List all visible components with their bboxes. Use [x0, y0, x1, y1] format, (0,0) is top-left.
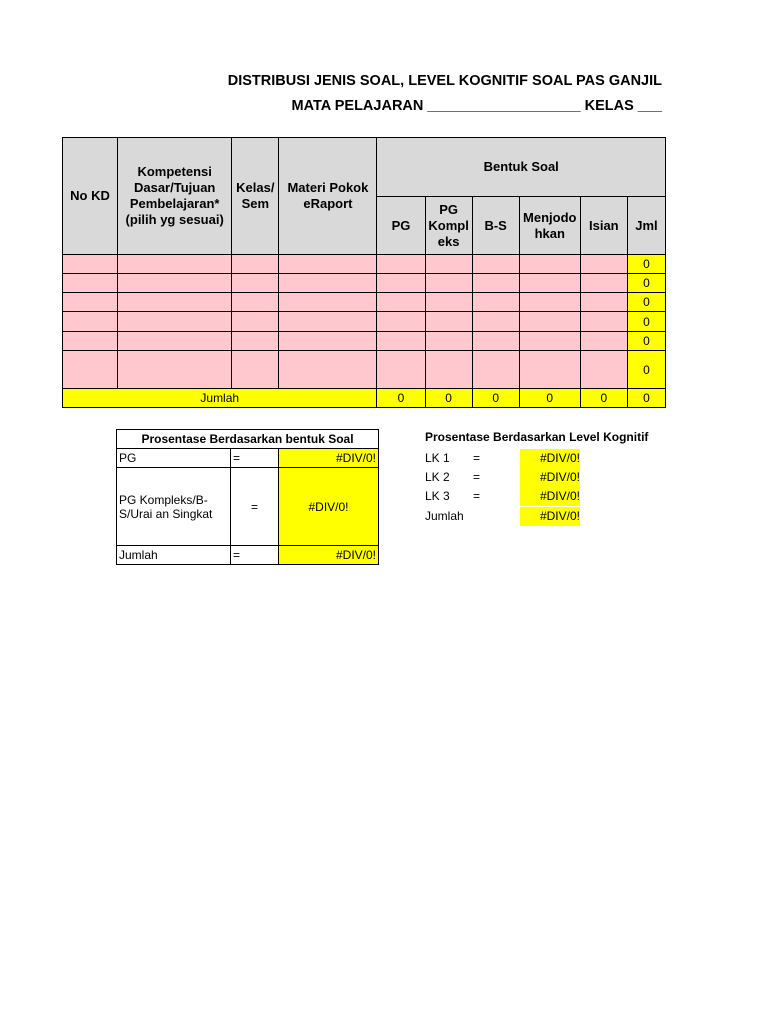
- level-label: LK 3: [425, 489, 450, 503]
- level-row: [425, 449, 585, 468]
- level-equals: =: [473, 470, 481, 484]
- header-no-kd: No KD: [63, 138, 118, 255]
- level-equals: =: [473, 451, 481, 465]
- subheader-menjodohkan: Menjodo hkan: [519, 197, 580, 255]
- level-value: #DIV/0!: [520, 468, 580, 487]
- bentuk-soal-percentage-table: [116, 429, 379, 565]
- document-title: DISTRIBUSI JENIS SOAL, LEVEL KOGNITIF SOAL PAS GANJIL: [227, 73, 662, 89]
- subheader-pg: PG: [377, 197, 425, 255]
- level-equals: =: [473, 489, 481, 503]
- table-row: [63, 255, 666, 274]
- row-jml: 0: [627, 332, 665, 351]
- level-row: [425, 468, 585, 487]
- row-jml: 0: [627, 351, 665, 389]
- distribution-table: [62, 137, 666, 408]
- table-row: [63, 293, 666, 312]
- pct-value: #DIV/0!: [279, 468, 379, 546]
- table-row: [63, 332, 666, 351]
- jumlah-row: [63, 389, 666, 408]
- subheader-pg-kompleks: PG Kompl eks: [425, 197, 472, 255]
- subheader-bs: B-S: [472, 197, 519, 255]
- level-value: #DIV/0!: [520, 449, 580, 468]
- jumlah-label: Jumlah: [63, 389, 377, 408]
- level-label: LK 1: [425, 451, 450, 465]
- level-label: Jumlah: [425, 509, 464, 523]
- pct-value: #DIV/0!: [279, 449, 379, 468]
- level-row: [425, 507, 585, 526]
- pct-label: PG Kompleks/B-S/Urai an Singkat: [117, 468, 231, 546]
- jumlah-bs: 0: [472, 389, 519, 408]
- header-kompetensi: Kompetensi Dasar/Tujuan Pembelajaran* (pilih yg sesuai): [118, 138, 232, 255]
- row-jml: 0: [627, 255, 665, 274]
- jumlah-pg-kompleks: 0: [425, 389, 472, 408]
- table-row: [117, 449, 379, 468]
- row-jml: 0: [627, 293, 665, 312]
- jumlah-isian: 0: [580, 389, 627, 408]
- jumlah-jml: 0: [627, 389, 665, 408]
- subheader-jml: Jml: [627, 197, 665, 255]
- jumlah-menjodohkan: 0: [519, 389, 580, 408]
- header-kelas-sem: Kelas/ Sem: [232, 138, 279, 255]
- jumlah-pg: 0: [377, 389, 425, 408]
- subheader-isian: Isian: [580, 197, 627, 255]
- pct-label: PG: [117, 449, 231, 468]
- document-subtitle: MATA PELAJARAN ___________________ KELAS ___: [291, 98, 662, 114]
- bentuk-pct-title: Prosentase Berdasarkan bentuk Soal: [117, 430, 379, 449]
- level-value: #DIV/0!: [520, 487, 580, 506]
- table-row: [117, 468, 379, 546]
- pct-equals: =: [231, 468, 279, 546]
- table-row: [63, 312, 666, 332]
- level-pct-title: Prosentase Berdasarkan Level Kognitif: [425, 430, 649, 444]
- table-row: [63, 351, 666, 389]
- header-materi-pokok: Materi Pokok eRaport: [279, 138, 377, 255]
- pct-label: Jumlah: [117, 546, 231, 565]
- level-row: [425, 487, 585, 506]
- level-value: #DIV/0!: [520, 507, 580, 526]
- table-row: [117, 546, 379, 565]
- row-jml: 0: [627, 312, 665, 332]
- level-label: LK 2: [425, 470, 450, 484]
- row-jml: 0: [627, 274, 665, 293]
- pct-equals: =: [231, 449, 279, 468]
- header-bentuk-soal: Bentuk Soal: [377, 138, 666, 197]
- table-row: [63, 274, 666, 293]
- pct-value: #DIV/0!: [279, 546, 379, 565]
- pct-equals: =: [231, 546, 279, 565]
